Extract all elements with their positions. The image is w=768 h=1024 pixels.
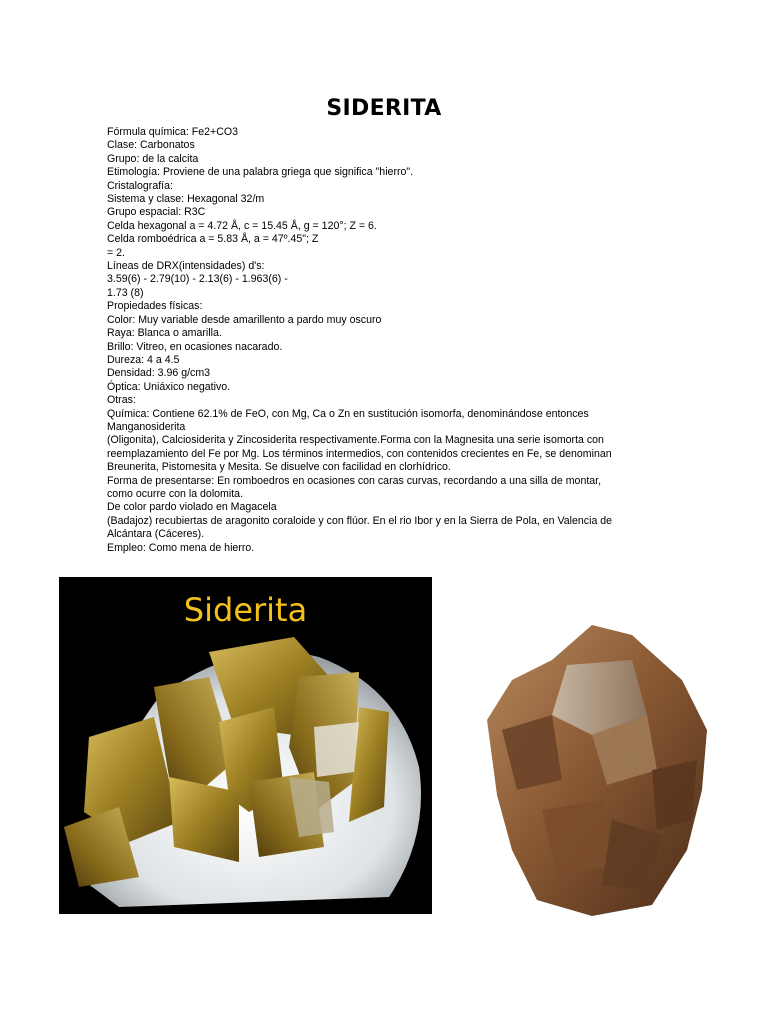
text-line: Grupo espacial: R3C — [107, 206, 206, 219]
text-line: Alcántara (Cáceres). — [107, 528, 205, 541]
text-line: Empleo: Como mena de hierro. — [107, 541, 255, 554]
text-line: Dureza: 4 a 4.5 — [107, 353, 180, 366]
siderite-specimen-photo — [482, 620, 712, 916]
text-line: Química: Contiene 62.1% de FeO, con Mg, Ca o Zn en sustitución isomorfa, denominándose entonces — [107, 407, 589, 420]
text-line: Celda romboédrica a = 5.83 Å, a = 47º.45"; Z — [107, 233, 319, 246]
text-line: Forma de presentarse: En romboedros en ocasiones con caras curvas, recordando a una silla de montar, — [107, 474, 602, 487]
text-line: = 2. — [107, 246, 125, 259]
text-line: 3.59(6) - 2.79(10) - 2.13(6) - 1.963(6) - — [107, 273, 288, 286]
text-line: Breunerita, Pistomesita y Mesita. Se disuelve con facilidad en clorhídrico. — [107, 461, 451, 474]
page-title: SIDERITA — [326, 96, 442, 121]
text-line: Cristalografía: — [107, 179, 173, 192]
text-line: Grupo: de la calcita — [107, 152, 199, 165]
text-line: Manganosiderita — [107, 420, 186, 433]
text-line: Sistema y clase: Hexagonal 32/m — [107, 193, 265, 206]
text-line: (Oligonita), Calciosiderita y Zincosiderita respectivamente.Forma con la Magnesita una serie isomorta con — [107, 434, 604, 447]
text-line: Otras: — [107, 394, 136, 407]
text-line: 1.73 (8) — [107, 286, 144, 299]
photo-label: Siderita — [183, 591, 308, 629]
text-line: De color pardo violado en Magacela — [107, 501, 277, 514]
text-line: como ocurre con la dolomita. — [107, 487, 244, 500]
text-line: Brillo: Vitreo, en ocasiones nacarado. — [107, 340, 283, 353]
text-line: Raya: Blanca o amarilla. — [107, 327, 222, 340]
text-line: Clase: Carbonatos — [107, 139, 195, 152]
text-line: Líneas de DRX(intensidades) d's: — [107, 260, 265, 273]
text-line: Celda hexagonal a = 4.72 Å, c = 15.45 Å, g = 120°; Z = 6. — [107, 219, 377, 232]
siderite-crystal-photo — [59, 577, 432, 914]
text-line: reemplazamiento del Fe por Mg. Los términos intermedios, con contenidos crecientes en Fe, se denominan — [107, 447, 612, 460]
text-line: (Badajoz) recubiertas de aragonito coraloide y con flúor. En el rio Ibor y en la Sierra de Pola, en Valencia de — [107, 514, 613, 527]
mineral-description — [107, 126, 652, 555]
specimen-illustration — [482, 620, 712, 916]
text-line: Etimología: Proviene de una palabra griega que significa "hierro". — [107, 166, 414, 179]
text-line: Óptica: Uniáxico negativo. — [107, 380, 231, 393]
text-line: Color: Muy variable desde amarillento a pardo muy oscuro — [107, 313, 382, 326]
text-line: Densidad: 3.96 g/cm3 — [107, 367, 211, 380]
text-line: Propiedades físicas: — [107, 300, 203, 313]
text-line: Fórmula química: Fe2+CO3 — [107, 126, 238, 138]
